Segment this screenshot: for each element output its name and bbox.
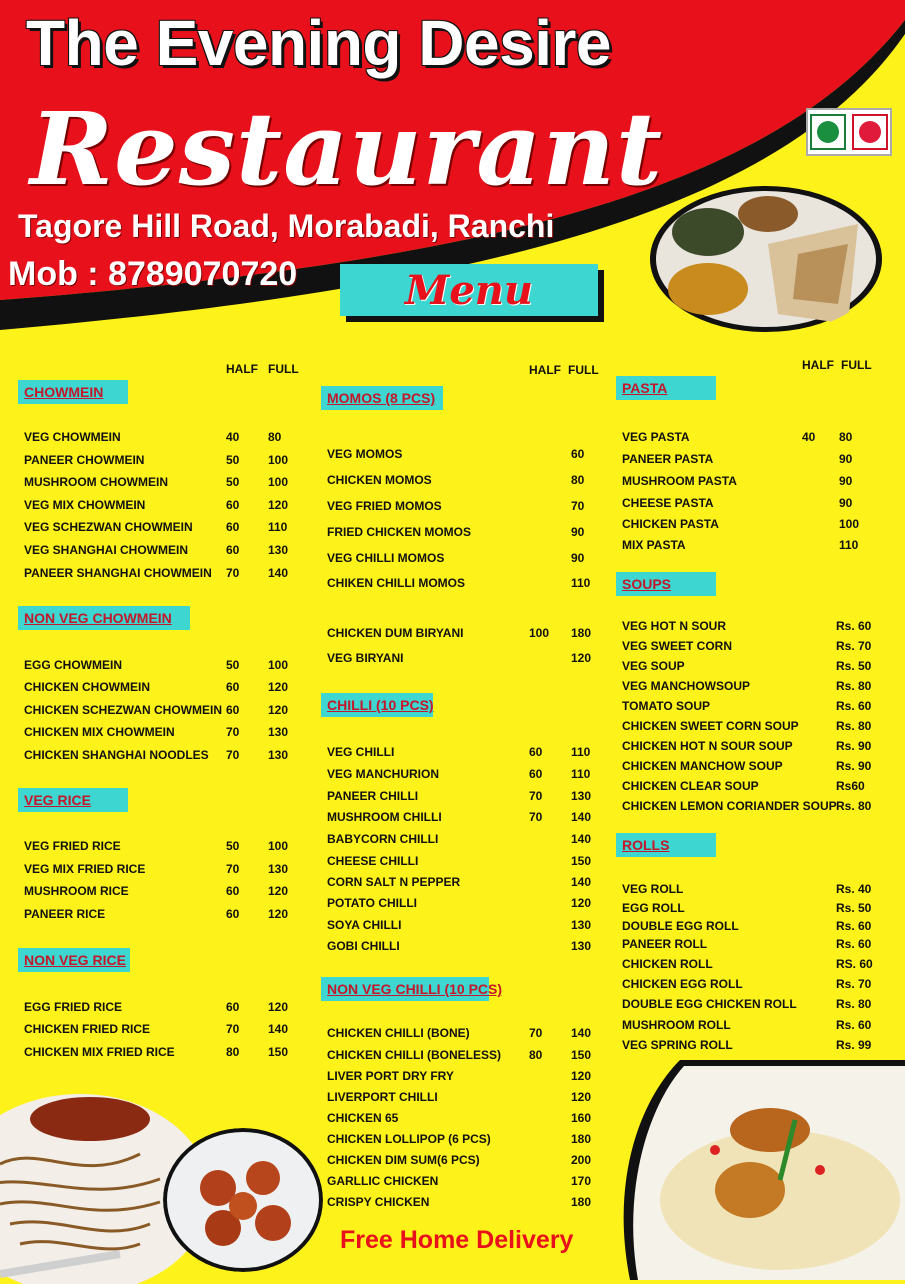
item-name: FRIED CHICKEN MOMOS (327, 525, 471, 539)
half-price: 60 (529, 745, 543, 759)
full-price: 130 (268, 862, 289, 876)
full-price: 130 (571, 918, 592, 932)
item-name: CHICKEN ROLL (622, 957, 713, 971)
full-price: 130 (268, 543, 289, 557)
menu-item (622, 718, 905, 734)
item-name: VEG MANCHURION (327, 767, 440, 781)
section-title: VEG RICE (24, 792, 91, 808)
menu-item (327, 446, 617, 462)
menu-item (327, 524, 617, 540)
menu-item (24, 452, 314, 468)
menu-item (622, 1017, 905, 1033)
menu-item (327, 550, 617, 566)
item-name: VEG HOT N SOUR (622, 619, 727, 633)
full-price: Rs. 60 (836, 937, 872, 951)
full-price: 60 (571, 447, 585, 461)
half-price: 80 (529, 1048, 543, 1062)
full-price: 100 (268, 658, 289, 672)
menu-item (24, 906, 314, 922)
full-price: Rs. 50 (836, 901, 872, 915)
menu-item (327, 1068, 617, 1084)
full-price: Rs. 80 (836, 997, 872, 1011)
half-price: 70 (226, 748, 240, 762)
full-price: 180 (571, 1132, 592, 1146)
menu-item (327, 1025, 617, 1041)
item-name: EGG CHOWMEIN (24, 658, 122, 672)
item-name: VEG MOMOS (327, 447, 403, 461)
menu-item (327, 1173, 617, 1189)
full-price: 130 (571, 939, 592, 953)
item-name: VEG MIX FRIED RICE (24, 862, 146, 876)
full-price: 120 (268, 884, 289, 898)
full-price: 90 (571, 551, 585, 565)
half-header: HALF (529, 363, 561, 377)
half-price: 70 (226, 566, 240, 580)
full-price: Rs. 40 (836, 882, 872, 896)
item-name: CHICKEN SCHEZWAN CHOWMEIN (24, 703, 222, 717)
chicken-lollipop-food-photo (163, 1128, 323, 1272)
section-title: PASTA (622, 380, 668, 396)
full-price: 130 (268, 748, 289, 762)
menu-item (327, 1152, 617, 1168)
menu-item (327, 1110, 617, 1126)
item-name: PANEER RICE (24, 907, 106, 921)
menu-item (622, 678, 905, 694)
item-name: CHICKEN CLEAR SOUP (622, 779, 759, 793)
section-title: NON VEG CHOWMEIN (24, 610, 172, 626)
item-name: CHICKEN MANCHOW SOUP (622, 759, 783, 773)
section-header (18, 948, 130, 972)
menu-item (622, 900, 905, 916)
half-price: 50 (226, 475, 240, 489)
half-price: 60 (226, 543, 240, 557)
menu-item (622, 738, 905, 754)
item-name: CHICKEN MIX CHOWMEIN (24, 725, 175, 739)
full-price: 90 (839, 452, 853, 466)
item-name: PANEER CHILLI (327, 789, 419, 803)
full-price: RS. 60 (836, 957, 873, 971)
restaurant-subtitle: Restaurant (30, 90, 664, 208)
full-price: 120 (571, 1090, 592, 1104)
full-price: 140 (571, 1026, 592, 1040)
full-price: 120 (571, 651, 592, 665)
section-header (18, 380, 128, 404)
free-delivery: Free Home Delivery (340, 1226, 574, 1254)
menu-item (622, 996, 905, 1012)
menu-item (327, 625, 617, 641)
biryani-food-photo (620, 1060, 905, 1280)
item-name: CHEESE CHILLI (327, 854, 419, 868)
full-price: 120 (268, 498, 289, 512)
item-name: MIX PASTA (622, 538, 686, 552)
full-price: Rs. 90 (836, 739, 872, 753)
half-price: 100 (529, 626, 550, 640)
menu-item (24, 474, 314, 490)
menu-item (24, 519, 314, 535)
menu-item (327, 1089, 617, 1105)
veg-nonveg-icon (806, 108, 892, 156)
menu-item (327, 766, 617, 782)
menu-item (24, 724, 314, 740)
full-price: 200 (571, 1153, 592, 1167)
thali-food-photo (648, 184, 884, 334)
full-price: Rs. 60 (836, 699, 872, 713)
half-price: 50 (226, 453, 240, 467)
half-price: 70 (226, 862, 240, 876)
half-price: 70 (226, 1022, 240, 1036)
section-header (321, 693, 433, 717)
menu-item (622, 1037, 905, 1053)
item-name: DOUBLE EGG ROLL (622, 919, 739, 933)
half-price: 70 (226, 725, 240, 739)
half-price: 40 (802, 430, 816, 444)
item-name: EGG ROLL (622, 901, 685, 915)
full-price: 100 (268, 839, 289, 853)
item-name: MUSHROOM CHILLI (327, 810, 442, 824)
half-price: 70 (529, 789, 543, 803)
veg-symbol-icon (810, 114, 846, 150)
full-price: 120 (571, 1069, 592, 1083)
item-name: CHICKEN CHILLI (BONE) (327, 1026, 470, 1040)
item-name: TOMATO SOUP (622, 699, 711, 713)
item-name: CHICKEN DUM BIRYANI (327, 626, 464, 640)
half-price: 50 (226, 839, 240, 853)
half-header: HALF (226, 362, 258, 376)
full-price: Rs. 80 (836, 679, 872, 693)
menu-item (24, 565, 314, 581)
item-name: VEG SHANGHAI CHOWMEIN (24, 543, 189, 557)
section-header (616, 376, 716, 400)
item-name: CHICKEN EGG ROLL (622, 977, 743, 991)
full-price: 120 (268, 1000, 289, 1014)
section-title: CHILLI (10 PCS) (327, 697, 434, 713)
menu-item (622, 976, 905, 992)
full-price: 130 (571, 789, 592, 803)
full-price: 150 (571, 1048, 592, 1062)
menu-item (24, 497, 314, 513)
menu-item (622, 638, 905, 654)
menu-item (327, 1131, 617, 1147)
item-name: CHICKEN 65 (327, 1111, 399, 1125)
item-name: CHICKEN FRIED RICE (24, 1022, 151, 1036)
item-name: VEG PASTA (622, 430, 690, 444)
item-name: VEG SOUP (622, 659, 685, 673)
full-price: 180 (571, 1195, 592, 1209)
item-name: CHICKEN HOT N SOUR SOUP (622, 739, 793, 753)
menu-item (327, 809, 617, 825)
menu-item (327, 874, 617, 890)
menu-badge (340, 264, 598, 316)
full-price: 110 (571, 745, 591, 759)
menu-item (622, 618, 905, 634)
section-header (321, 386, 443, 410)
menu-item (24, 702, 314, 718)
section-title: ROLLS (622, 837, 670, 853)
menu-item (24, 999, 314, 1015)
item-name: CHICKEN SWEET CORN SOUP (622, 719, 799, 733)
full-price: Rs. 60 (836, 619, 872, 633)
full-price: 110 (571, 767, 591, 781)
nonveg-symbol-icon (852, 114, 888, 150)
full-price: 160 (571, 1111, 592, 1125)
half-price: 80 (226, 1045, 240, 1059)
section-header (616, 572, 716, 596)
menu-item (622, 881, 905, 897)
full-price: 140 (571, 810, 592, 824)
menu-item (622, 956, 905, 972)
full-price: 120 (268, 703, 289, 717)
item-name: VEG FRIED MOMOS (327, 499, 442, 513)
half-price: 60 (226, 884, 240, 898)
full-price: 90 (571, 525, 585, 539)
menu-item (327, 1047, 617, 1063)
full-price: Rs. 70 (836, 977, 872, 991)
half-price: 60 (226, 1000, 240, 1014)
menu-item (622, 798, 905, 814)
section-title: NON VEG RICE (24, 952, 126, 968)
item-name: VEG MIX CHOWMEIN (24, 498, 146, 512)
item-name: CHICKEN MIX FRIED RICE (24, 1045, 175, 1059)
full-price: 120 (268, 907, 289, 921)
item-name: VEG CHOWMEIN (24, 430, 121, 444)
full-price: 110 (571, 576, 591, 590)
half-price: 40 (226, 430, 240, 444)
full-price: 110 (268, 520, 288, 534)
menu-item (622, 451, 905, 467)
full-price: 120 (268, 680, 289, 694)
menu-item (622, 918, 905, 934)
full-header: FULL (268, 362, 299, 376)
item-name: POTATO CHILLI (327, 896, 417, 910)
full-price: 140 (571, 832, 592, 846)
full-price: Rs60 (836, 779, 865, 793)
item-name: DOUBLE EGG CHICKEN ROLL (622, 997, 797, 1011)
menu-item (24, 1044, 314, 1060)
full-price: Rs. 80 (836, 719, 872, 733)
menu-item (327, 831, 617, 847)
item-name: LIVERPORT CHILLI (327, 1090, 438, 1104)
item-name: VEG FRIED RICE (24, 839, 121, 853)
full-price: 100 (268, 475, 289, 489)
full-price: 180 (571, 626, 592, 640)
full-price: 130 (268, 725, 289, 739)
full-price: 140 (268, 1022, 289, 1036)
item-name: CHICKEN PASTA (622, 517, 719, 531)
half-price: 60 (226, 703, 240, 717)
item-name: MUSHROOM ROLL (622, 1018, 731, 1032)
item-name: CHICKEN LEMON CORIANDER SOUP (622, 799, 837, 813)
menu-item (24, 747, 314, 763)
full-price: 140 (571, 875, 592, 889)
menu-item (24, 542, 314, 558)
item-name: VEG SCHEZWAN CHOWMEIN (24, 520, 193, 534)
full-header: FULL (841, 358, 872, 372)
item-name: CORN SALT N PEPPER (327, 875, 461, 889)
item-name: VEG SPRING ROLL (622, 1038, 733, 1052)
item-name: PANEER PASTA (622, 452, 714, 466)
item-name: VEG CHILLI (327, 745, 395, 759)
full-price: 150 (571, 854, 592, 868)
item-name: PANEER ROLL (622, 937, 708, 951)
item-name: MUSHROOM RICE (24, 884, 129, 898)
menu-item (622, 758, 905, 774)
section-title: CHOWMEIN (24, 384, 104, 400)
full-price: 100 (839, 517, 860, 531)
item-name: CRISPY CHICKEN (327, 1195, 430, 1209)
menu-item (327, 917, 617, 933)
full-price: 100 (268, 453, 289, 467)
menu-item (327, 853, 617, 869)
full-price: 80 (571, 473, 585, 487)
full-price: Rs. 90 (836, 759, 872, 773)
item-name: EGG FRIED RICE (24, 1000, 123, 1014)
item-name: CHICKEN CHILLI (BONELESS) (327, 1048, 501, 1062)
half-price: 60 (226, 498, 240, 512)
menu-item (622, 698, 905, 714)
full-price: 150 (268, 1045, 289, 1059)
full-price: Rs. 60 (836, 1018, 872, 1032)
half-price: 70 (529, 810, 543, 824)
full-price: 80 (839, 430, 853, 444)
item-name: GOBI CHILLI (327, 939, 400, 953)
menu-item (24, 861, 314, 877)
item-name: VEG SWEET CORN (622, 639, 733, 653)
item-name: PANEER SHANGHAI CHOWMEIN (24, 566, 212, 580)
menu-item (622, 537, 905, 553)
item-name: VEG ROLL (622, 882, 684, 896)
item-name: CHICKEN MOMOS (327, 473, 432, 487)
item-name: VEG MANCHOWSOUP (622, 679, 751, 693)
item-name: LIVER PORT DRY FRY (327, 1069, 454, 1083)
item-name: BABYCORN CHILLI (327, 832, 439, 846)
menu-item (24, 838, 314, 854)
menu-item (327, 575, 617, 591)
section-header (18, 606, 190, 630)
menu-item (327, 938, 617, 954)
half-price: 60 (529, 767, 543, 781)
full-price: 120 (571, 896, 592, 910)
item-name: VEG CHILLI MOMOS (327, 551, 445, 565)
half-price: 50 (226, 658, 240, 672)
section-title: SOUPS (622, 576, 672, 592)
full-price: 110 (839, 538, 859, 552)
mobile-number: Mob : 8789070720 (8, 255, 298, 293)
half-price: 70 (529, 1026, 543, 1040)
half-price: 60 (226, 680, 240, 694)
section-title: MOMOS (8 PCS) (327, 390, 436, 406)
menu-item (24, 657, 314, 673)
full-price: 170 (571, 1174, 592, 1188)
half-header: HALF (802, 358, 834, 372)
item-name: CHICKEN DIM SUM(6 PCS) (327, 1153, 480, 1167)
full-price: 90 (839, 496, 853, 510)
menu-item (622, 495, 905, 511)
menu-item (327, 895, 617, 911)
item-name: CHIKEN CHILLI MOMOS (327, 576, 465, 590)
menu-item (327, 788, 617, 804)
full-price: Rs. 99 (836, 1038, 872, 1052)
full-price: 70 (571, 499, 585, 513)
full-price: 90 (839, 474, 853, 488)
menu-item (24, 1021, 314, 1037)
item-name: MUSHROOM PASTA (622, 474, 737, 488)
menu-item (24, 429, 314, 445)
section-header (616, 833, 716, 857)
item-name: VEG BIRYANI (327, 651, 404, 665)
item-name: PANEER CHOWMEIN (24, 453, 145, 467)
menu-item (622, 429, 905, 445)
item-name: MUSHROOM CHOWMEIN (24, 475, 168, 489)
menu-item (327, 1194, 617, 1210)
full-price: Rs. 50 (836, 659, 872, 673)
half-price: 60 (226, 907, 240, 921)
full-price: Rs. 80 (836, 799, 872, 813)
menu-item (327, 744, 617, 760)
item-name: CHICKEN LOLLIPOP (6 PCS) (327, 1132, 491, 1146)
menu-label: Menu (405, 266, 533, 314)
half-price: 60 (226, 520, 240, 534)
item-name: CHICKEN SHANGHAI NOODLES (24, 748, 209, 762)
menu-item (622, 473, 905, 489)
section-header (18, 788, 128, 812)
menu-item (24, 679, 314, 695)
item-name: GARLLIC CHICKEN (327, 1174, 439, 1188)
menu-item (327, 498, 617, 514)
full-header: FULL (568, 363, 599, 377)
menu-item (24, 883, 314, 899)
section-header (321, 977, 503, 1001)
full-price: 140 (268, 566, 289, 580)
menu-item (327, 472, 617, 488)
item-name: SOYA CHILLI (327, 918, 402, 932)
restaurant-name: The Evening Desire (26, 7, 611, 79)
full-price: Rs. 60 (836, 919, 872, 933)
menu-item (622, 658, 905, 674)
menu-item (622, 778, 905, 794)
section-title: NON VEG CHILLI (10 PCS) (327, 981, 503, 997)
menu-item (622, 516, 905, 532)
menu-item (622, 936, 905, 952)
full-price: Rs. 70 (836, 639, 872, 653)
address: Tagore Hill Road, Morabadi, Ranchi (18, 208, 555, 244)
item-name: CHEESE PASTA (622, 496, 714, 510)
full-price: 80 (268, 430, 282, 444)
menu-item (327, 650, 617, 666)
item-name: CHICKEN CHOWMEIN (24, 680, 150, 694)
